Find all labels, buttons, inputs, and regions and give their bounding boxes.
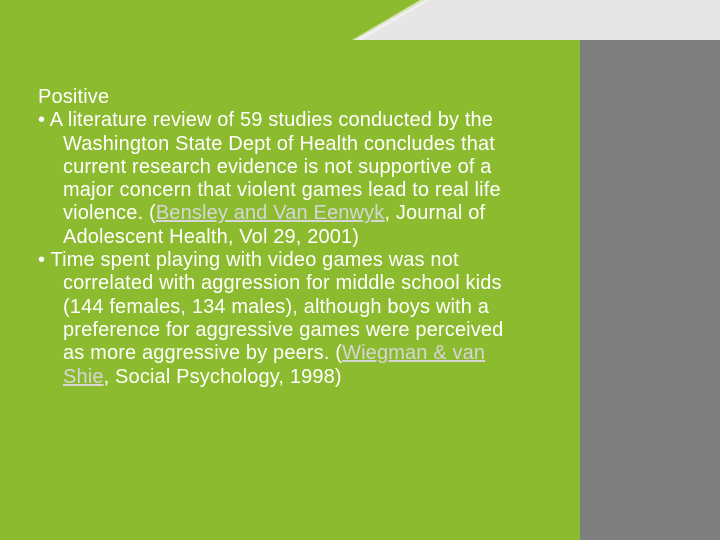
bullet-2-text-after: , Social Psychology, 1998) (103, 365, 342, 388)
bullet-1-text-after: , Journal of Adolescent Health, Vol 29, 2001) (63, 202, 486, 248)
citation-link-wiegman[interactable]: Wiegman & van Shie (63, 342, 486, 388)
bullet-marker: • (38, 109, 46, 132)
bullet-item-1 (38, 109, 508, 249)
bullet-item-2 (38, 249, 508, 389)
bullet-1-text: A literature review of 59 studies conducted by the Washington State Dept of Health concludes that current research evidence is not supportive of a major concern that violent games lead to real life violence. ( (49, 109, 501, 225)
bullet-marker: • (38, 249, 46, 272)
top-right-corner-shape (0, 0, 720, 60)
gray-side-panel (580, 40, 720, 540)
citation-link-bensley[interactable]: Bensley and Van Eenwyk (155, 202, 385, 225)
bullet-2-text: Time spent playing with video games was not correlated with aggression for middle school kids (144 females, 134 males), although boys with a preference for aggressive games were perceived as more aggressive by peers. ( (50, 249, 504, 365)
corner-light-shape (355, 0, 720, 40)
heading-positive: Positive (38, 86, 110, 108)
slide-body (38, 86, 508, 389)
